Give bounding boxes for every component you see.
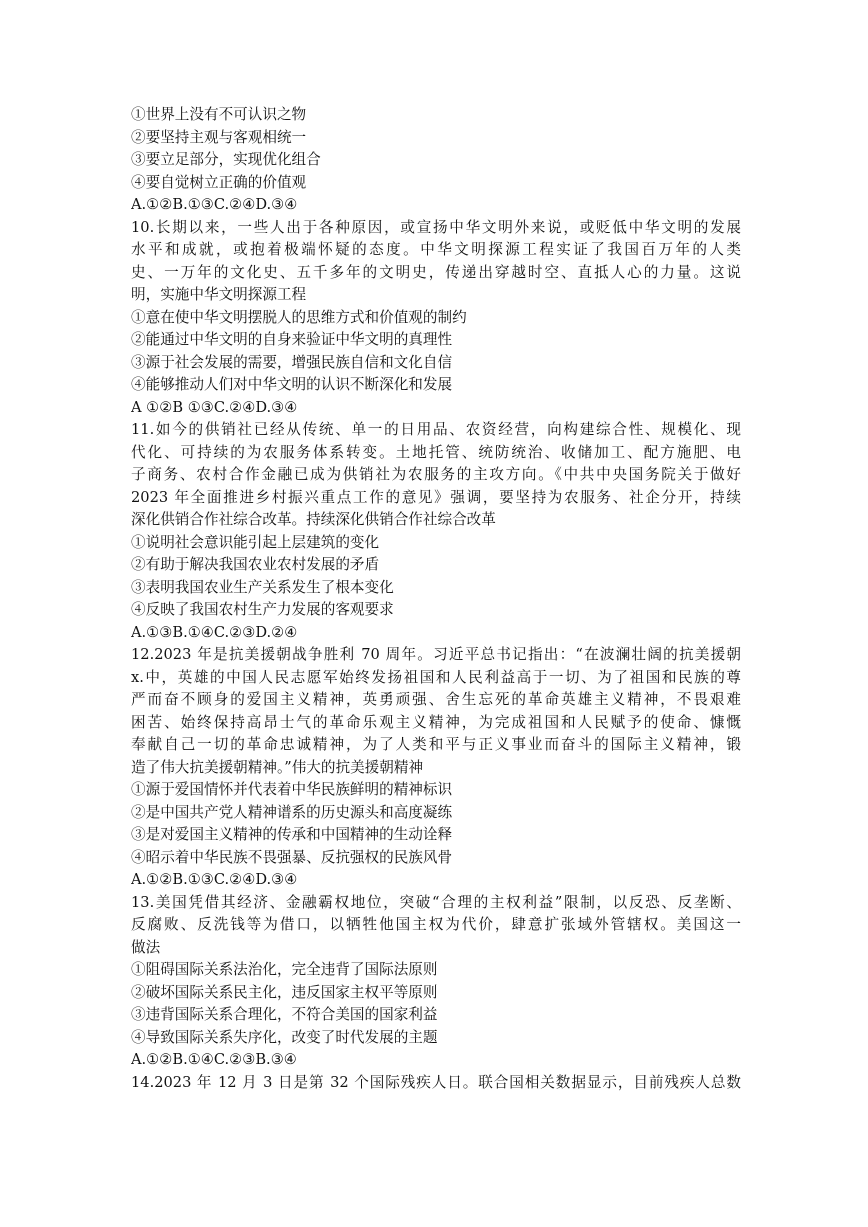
question-13-stem-line: 做法 [131,938,161,956]
question-12-option-3: ③是对爱国主义精神的传承和中国精神的生动诠释 [131,826,453,843]
question-12-answer-choices: A.①②B.①③C.②④D.③④ [131,871,298,888]
question-11-option-3: ③表明我国农业生产关系发生了根本变化 [131,578,394,596]
question-12-stem-line: 严而奋不顾身的爱国主义精神，英勇顽强、舍生忘死的革命英雄主义精神，不畏艰难 [131,691,741,708]
question-14-stem-line: 14.2023 年 12 月 3 日是第 32 个国际残疾人日。联合国相关数据显示，目前残疾人总数 [131,1073,741,1091]
question-12-option-4: ④昭示着中华民族不畏强暴、反抗强权的民族风骨 [131,848,453,866]
question-12-option-1: ①源于爱国情怀并代表着中华民族鲜明的精神标识 [131,781,453,798]
question-11-option-4: ④反映了我国农村生产力发展的客观要求 [131,601,394,618]
question-12-option-2: ②是中国共产党人精神谱系的历史源头和高度凝练 [131,803,453,821]
question-10-option-1: ①意在使中华文明摆脱人的思维方式和价值观的制约 [131,308,467,326]
question-13-option-1: ①阻碍国际关系法治化，完全违背了国际法原则 [131,961,438,978]
question-13-option-4: ④导致国际关系失序化，改变了时代发展的主题 [131,1028,438,1046]
question-10-stem-line: 明，实施中华文明探源工程 [131,286,307,303]
question-10-option-3: ③源于社会发展的需要，增强民族自信和文化自信 [131,353,453,371]
question-14-stem [131,1072,741,1095]
question-12-stem-line: 困苦、始终保持高昂士气的革命乐观主义精神，为完成祖国和人民赋予的使命、慷慨 [131,713,741,731]
question-13-options [131,959,741,1072]
question-12-stem-line: 造了伟大抗美援朝精神。”伟大的抗美援朝精神 [131,758,424,776]
question-9-option-2: ②要坚持主观与客观相统一 [131,128,307,146]
exam-content [131,104,741,1094]
question-11-answer-choices: A.①③B.①④C.②③D.②④ [131,623,298,641]
question-12-stem-line: 12.2023 年是抗美援朝战争胜利 70 周年。习近平总书记指出：“在波澜壮阔的抗美援朝 [131,646,741,663]
question-12-stem [131,644,741,779]
question-10-answer-choices: A ①②B ①③C.②④D.③④ [131,398,298,416]
question-10-stem-line: 10.长期以来，一些人出于各种原因，或宣扬中华文明外来说，或贬低中华文明的发展 [131,218,741,236]
question-9-options [131,104,741,217]
question-13-stem-line: 反腐败、反洗钱等为借口，以牺牲他国主权为代价，肆意扩张域外管辖权。美国这一 [131,916,741,933]
question-12-stem-line: x.中，英雄的中国人民志愿军始终发扬祖国和人民利益高于一切、为了祖国和民族的尊 [131,668,741,686]
question-10-options [131,307,741,420]
question-10-stem-line: 水平和成就，或抱着极端怀疑的态度。中华文明探源工程实证了我国百万年的人类 [131,241,741,258]
question-9-option-3: ③要立足部分，实现优化组合 [131,151,321,168]
question-11-option-2: ②有助于解决我国农业农村发展的矛盾 [131,556,380,573]
question-10-stem-line: 史、一万年的文化史、五千多年的文明史，传递出穿越时空、直抵人心的力量。这说 [131,263,741,281]
question-10-option-2: ②能通过中华文明的自身来验证中华文明的真理性 [131,331,453,348]
question-11-option-1: ①说明社会意识能引起上层建筑的变化 [131,533,380,551]
question-11-stem-line: 代化、可持续的为农服务体系转变。土地托管、统防统治、收储加工、配方施肥、电 [131,443,741,461]
question-11-stem-line: 2023 年全面推进乡村振兴重点工作的意见》强调，要坚持为农服务、社企分开，持续 [131,488,741,506]
question-11-options [131,532,741,645]
question-12-stem-line: 奉献自己一切的革命忠诚精神，为了人类和平与正义事业而奋斗的国际主义精神，锻 [131,736,741,753]
question-11-stem-line: 子商务、农村合作金融已成为供销社为农服务的主攻方向。《中共中央国务院关于做好 [131,466,741,483]
question-13-option-3: ③违背国际关系合理化，不符合美国的国家利益 [131,1006,438,1023]
question-9-option-1: ①世界上没有不可认识之物 [131,106,307,123]
question-11-stem [131,419,741,532]
question-9-option-4: ④要自觉树立正确的价值观 [131,173,307,191]
question-11-stem-line: 深化供销合作社综合改革。持续深化供销合作社综合改革 [131,511,496,528]
question-11-stem-line: 11.如今的供销社已经从传统、单一的日用品、农资经营，向构建综合性、规模化、现 [131,421,741,438]
question-9-answer-choices: A.①②B.①③C.②④D.③④ [131,196,298,213]
question-13-stem-line: 13.美国凭借其经济、金融霸权地位，突破“合理的主权利益”限制，以反恐、反垄断、 [131,893,741,911]
question-13-answer-choices: A.①②B.①④C.②③B.③④ [131,1051,297,1068]
question-10-option-4: ④能够推动人们对中华文明的认识不断深化和发展 [131,376,453,393]
question-13-stem [131,892,741,960]
question-10-stem [131,217,741,307]
question-13-option-2: ②破坏国际关系民主化，违反国家主权平等原则 [131,983,438,1001]
question-12-options [131,779,741,892]
